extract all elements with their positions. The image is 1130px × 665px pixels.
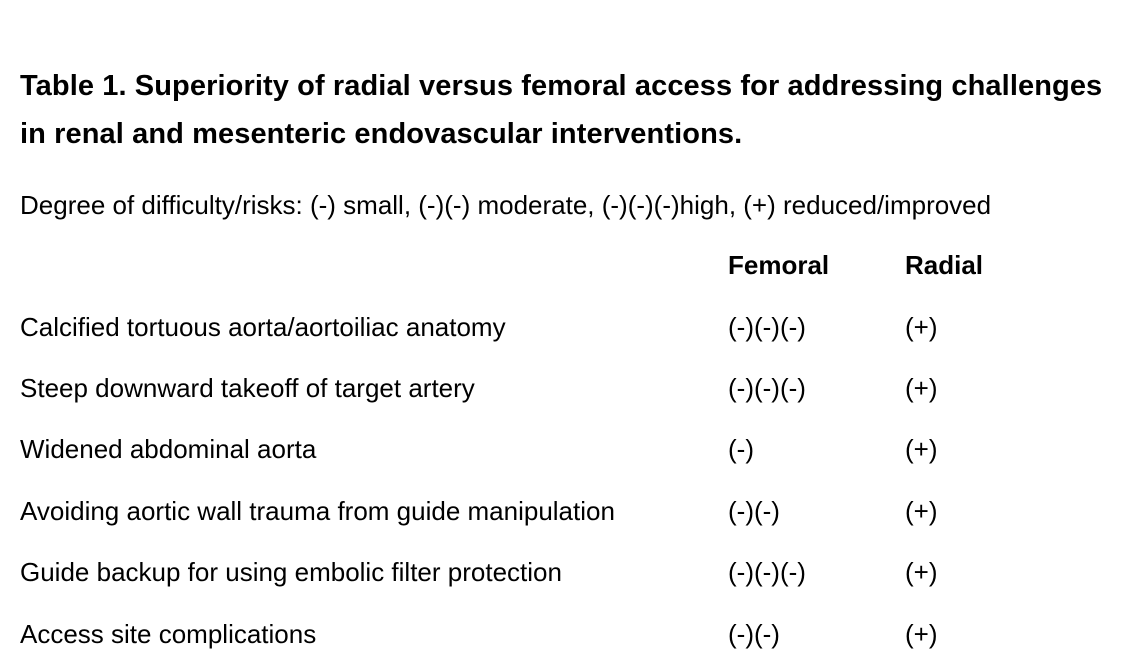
table-row [20, 481, 1085, 542]
document [20, 62, 1115, 665]
table-row [20, 603, 1085, 664]
table-row [20, 542, 1085, 603]
femoral-rating: (-)(-)(-) [728, 372, 806, 403]
femoral-rating: (-)(-) [728, 618, 780, 649]
row-label: Avoiding aortic wall trauma from guide manipulation [20, 495, 615, 526]
radial-rating: (+) [905, 372, 938, 403]
row-label: Widened abdominal aorta [20, 434, 317, 465]
table-row [20, 358, 1085, 419]
row-label: Guide backup for using embolic filter protection [20, 557, 562, 588]
table-row [20, 296, 1085, 357]
header-radial: Radial [905, 250, 984, 281]
table-title: Table 1. Superiority of radial versus femoral access for addressing challenges in renal and mesenteric endovascular interventions. [20, 70, 1103, 150]
row-label: Steep downward takeoff of target artery [20, 372, 475, 403]
header-label [20, 235, 728, 296]
radial-rating: (+) [905, 311, 938, 342]
femoral-rating: (-)(-)(-) [728, 311, 806, 342]
radial-rating: (+) [905, 495, 938, 526]
radial-rating: (+) [905, 557, 938, 588]
femoral-rating: (-) [728, 434, 754, 465]
radial-rating: (+) [905, 618, 938, 649]
femoral-rating: (-)(-) [728, 495, 780, 526]
table-row [20, 419, 1085, 480]
comparison-table [20, 235, 1085, 665]
femoral-rating: (-)(-)(-) [728, 557, 806, 588]
row-label: Access site complications [20, 618, 317, 649]
difficulty-legend: Degree of difficulty/risks: (-) small, (-)(-) moderate, (-)(-)(-)high, (+) reduced/improved [20, 190, 992, 220]
header-row [20, 235, 1085, 296]
row-label: Calcified tortuous aorta/aortoiliac anatomy [20, 311, 506, 342]
header-femoral: Femoral [728, 250, 830, 281]
radial-rating: (+) [905, 434, 938, 465]
